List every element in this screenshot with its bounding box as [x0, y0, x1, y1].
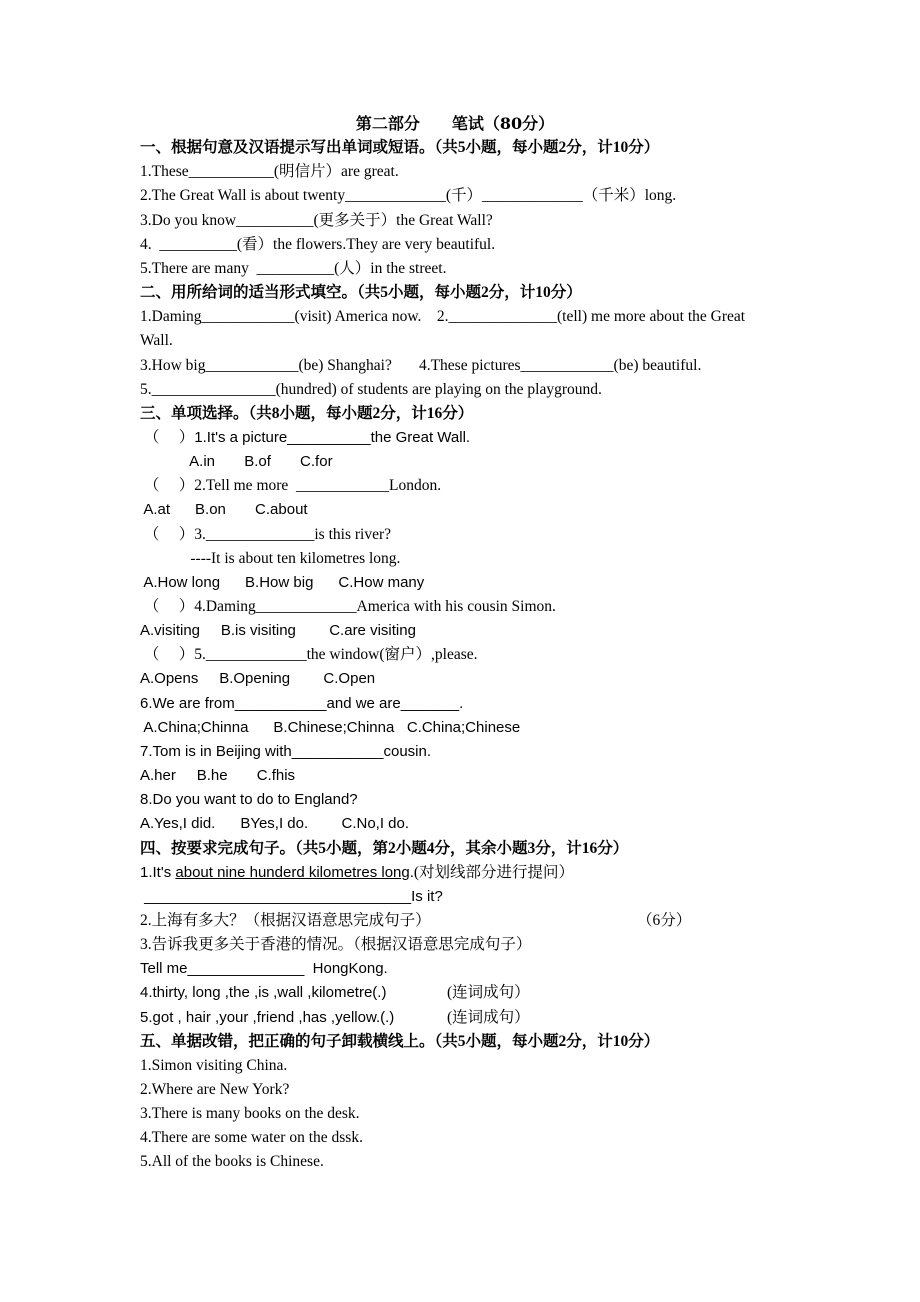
- note-text: (连词成句）: [447, 1008, 530, 1026]
- question-line: [140, 692, 463, 716]
- line-text: 4.There are some water on the dssk.: [140, 1129, 363, 1147]
- line-text: 8.Do you want to do to England?: [140, 791, 358, 809]
- question-line: [140, 740, 431, 764]
- line-text: （ ）2.Tell me more ____________London.: [140, 477, 442, 495]
- line-text: .: [409, 863, 414, 881]
- line-text: 5.There are many __________(人）in the street.: [140, 259, 447, 277]
- line-text: （ ）4.Daming_____________America with his cousin Simon.: [140, 598, 556, 615]
- question-line: [140, 426, 470, 450]
- line-text: 1.It's a picture__________the Great Wall.: [194, 428, 471, 446]
- line-text: （ ）5._____________the window(窗户）,please.: [140, 646, 478, 664]
- line-text: A.her B.he C.fhis: [140, 767, 296, 785]
- question-line: [140, 571, 424, 595]
- note-text: （6分）: [637, 911, 692, 929]
- section-heading: [140, 281, 582, 305]
- page-title: 第二部分 笔试（80分）: [355, 114, 555, 133]
- line-text: A.China;Chinna B.Chinese;Chinna C.China;Chinese: [140, 718, 521, 736]
- question-line: [140, 160, 399, 184]
- line-text: 五、单据改错，把正确的句子卸载横线上。（共5小题，每小题2分，计10分）: [140, 1032, 660, 1050]
- line-text: 1.Daming____________(visit) America now. 2.______________(tell) me more about the Great: [140, 308, 746, 326]
- line-text: 1.These___________(明信片）are great.: [140, 163, 399, 181]
- line-text: 三、单项选择。（共8小题，每小题2分，计16分）: [140, 404, 474, 422]
- question-line: [140, 474, 441, 498]
- line-text: 7.Tom is in Beijing with___________cousin.: [140, 742, 432, 760]
- line-text: A.How long B.How big C.How many: [140, 573, 425, 591]
- question-line: [140, 1126, 363, 1150]
- section-heading: [140, 136, 659, 160]
- line-text: 3.There is many books on the desk.: [140, 1105, 360, 1123]
- line-text: 2.上海有多大？（根据汉语意思完成句子）: [140, 911, 431, 929]
- question-line: [140, 933, 531, 957]
- line-text: Wall.: [140, 332, 173, 350]
- question-line: [140, 378, 602, 402]
- line-text: 3.告诉我更多关于香港的情况。（根据汉语意思完成句子）: [140, 936, 532, 954]
- question-line: [140, 184, 676, 208]
- line-text: 2.The Great Wall is about twenty_____________(千）_____________（千米）long.: [140, 187, 677, 205]
- line-text: 2.Where are New York?: [140, 1081, 290, 1098]
- line-text: 4. __________(看）the flowers.They are very beautiful.: [140, 235, 496, 253]
- question-line: [140, 764, 295, 788]
- section-heading: [140, 402, 473, 426]
- question-line: [140, 981, 530, 1005]
- question-line: [140, 329, 173, 353]
- section-heading: [140, 837, 628, 861]
- question-line: [140, 523, 391, 547]
- question-line: [140, 450, 333, 474]
- question-line: [140, 1150, 324, 1174]
- question-line: [140, 643, 478, 667]
- line-text: 一、根据句意及汉语提示写出单词或短语。（共5小题，每小题2分，计10分）: [140, 139, 660, 157]
- question-line: [140, 257, 446, 281]
- line-text: ----It is about ten kilometres long.: [140, 549, 401, 567]
- question-line: [140, 1078, 289, 1102]
- question-line: [140, 885, 443, 909]
- question-line: [140, 909, 692, 933]
- line-text: （ ）: [140, 428, 195, 446]
- line-text: 3.Do you know__________(更多关于）the Great Wall?: [140, 211, 493, 229]
- question-line: [140, 1006, 530, 1030]
- line-text: A.visiting B.is visiting C.are visiting: [140, 622, 416, 640]
- question-line: [140, 788, 358, 812]
- line-text: Tell me______________ HongKong.: [140, 960, 388, 978]
- line-text: （ ）3.______________is this river?: [140, 525, 391, 543]
- question-line: [140, 716, 520, 740]
- line-text: 1.Simon visiting China.: [140, 1056, 288, 1074]
- line-text: 4.thirty, long ,the ,is ,wall ,kilometre(.): [140, 984, 387, 1002]
- question-line: [140, 1102, 360, 1126]
- line-text: about nine hunderd kilometres long: [175, 863, 410, 881]
- section-heading: [140, 1030, 659, 1054]
- line-text: 3.How big____________(be) Shanghai? 4.These pictures____________(be) beautiful.: [140, 356, 702, 374]
- question-line: [140, 957, 388, 981]
- line-text: 5.________________(hundred) of students are playing on the playground.: [140, 380, 602, 398]
- line-text: A.Opens B.Opening C.Open: [140, 670, 376, 688]
- line-text: 二、用所给词的适当形式填空。（共5小题，每小题2分，计10分）: [140, 284, 582, 302]
- question-line: [140, 667, 375, 691]
- line-text: 6.We are from___________and we are_______.: [140, 694, 464, 712]
- note-text: (连词成句）: [447, 984, 530, 1002]
- question-line: [140, 812, 409, 836]
- question-line: [140, 305, 745, 329]
- question-line: [140, 619, 416, 643]
- question-line: [140, 233, 495, 257]
- question-line: [140, 547, 400, 571]
- line-text: (对划线部分进行提问）: [413, 863, 575, 881]
- line-text: A.at B.on C.about: [140, 501, 308, 519]
- question-line: [140, 354, 701, 378]
- line-text: 5.All of the books is Chinese.: [140, 1153, 324, 1171]
- line-text: 5.got , hair ,your ,friend ,has ,yellow.(.): [140, 1008, 395, 1026]
- question-line: [140, 1054, 287, 1078]
- line-text: A.Yes,I did. BYes,I do. C.No,I do.: [140, 815, 410, 833]
- line-text: 四、按要求完成句子。（共5小题，第2小题4分，其余小题3分，计16分）: [140, 839, 629, 857]
- question-line: [140, 595, 556, 619]
- line-text: 1.It's: [140, 863, 176, 881]
- question-line: [140, 209, 493, 233]
- question-line: [140, 861, 574, 885]
- question-line: [140, 498, 308, 522]
- line-text: A.in B.of C.for: [140, 453, 333, 471]
- line-text: ________________________________Is it?: [140, 887, 443, 905]
